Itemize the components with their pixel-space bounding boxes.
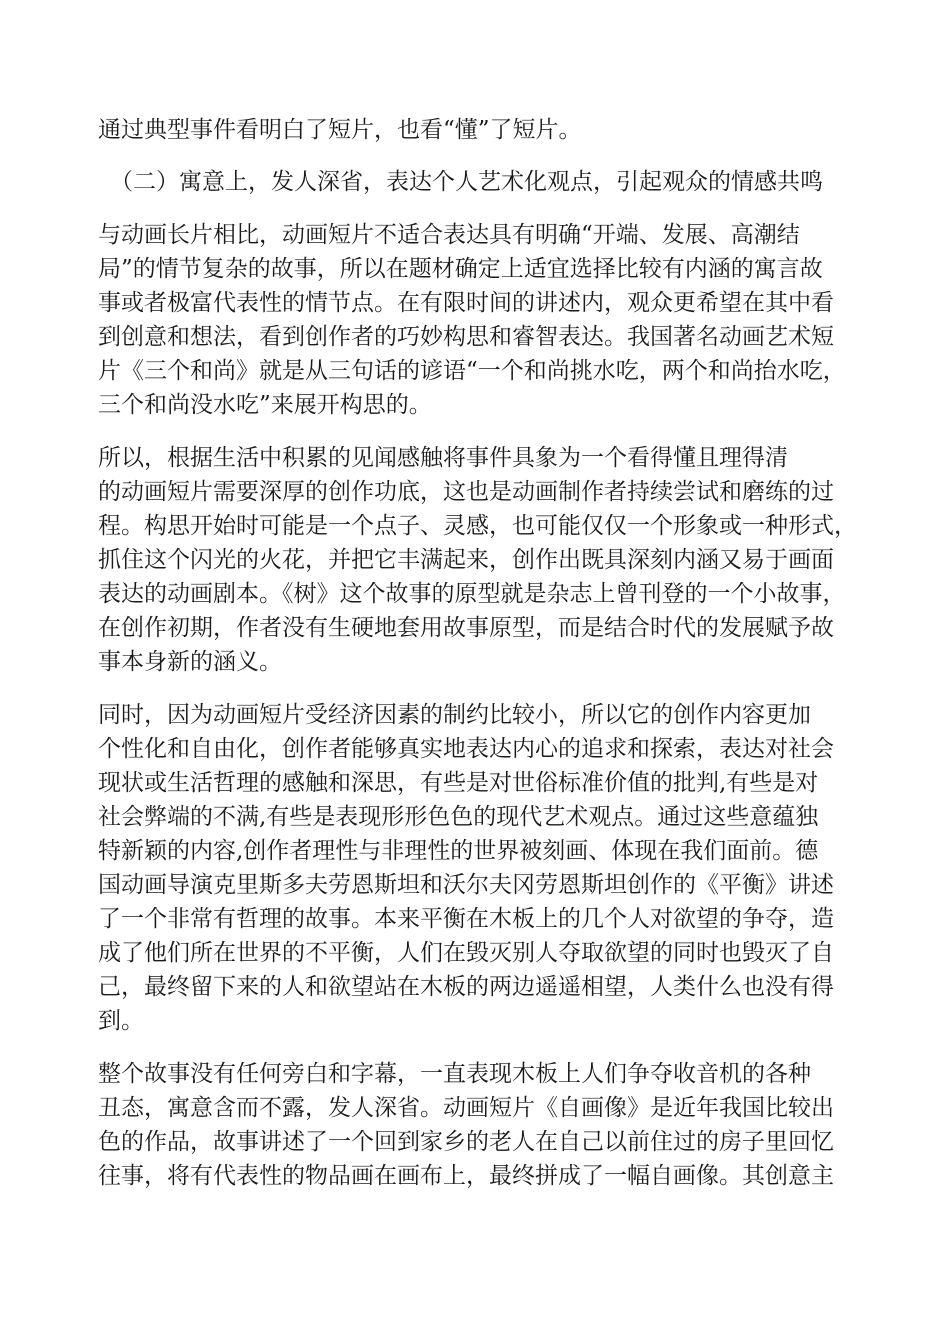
- text-line: 在创作初期，作者没有生硬地套用故事原型，而是结合时代的发展赋予故: [98, 615, 834, 641]
- text-line: 事本身新的涵义。: [98, 649, 282, 675]
- text-line: 色的作品，故事讲述了一个回到家乡的老人在自己以前住过的房子里回忆: [98, 1129, 834, 1155]
- text-line: 同时，因为动画短片受经济因素的制约比较小，所以它的创作内容更加: [98, 702, 811, 728]
- text-line: 所以，根据生活中积累的见闻感触将事件具象为一个看得懂且理得清: [98, 445, 788, 471]
- text-line: 整个故事没有任何旁白和字幕，一直表现木板上人们争夺收音机的各种: [98, 1061, 811, 1087]
- text-line: 到创意和想法，看到创作者的巧妙构思和睿智表达。我国著名动画艺术短: [98, 324, 834, 350]
- text-line: 三个和尚没水吃”来展开构思的。: [98, 392, 432, 418]
- text-line: 到。: [98, 1008, 144, 1034]
- text-line: 通过典型事件看明白了短片，也看“懂”了短片。: [98, 117, 582, 143]
- text-line: 成了他们所在世界的不平衡，人们在毁灭别人夺取欲望的同时也毁灭了自: [98, 940, 834, 966]
- text-line: 往事，将有代表性的物品画在画布上，最终拼成了一幅自画像。其创意主: [98, 1163, 834, 1189]
- section-heading: （二）寓意上，发人深省，表达个人艺术化观点，引起观众的情感共鸣: [110, 169, 823, 195]
- text-line: 社会弊端的不满,有些是表现形形色色的现代艺术观点。通过这些意蕴独: [98, 804, 819, 830]
- text-line: 片《三个和尚》就是从三句话的谚语“一个和尚挑水吃，两个和尚抬水吃，: [98, 358, 846, 384]
- text-line: 的动画短片需要深厚的创作功底，这也是动画制作者持续尝试和磨练的过: [98, 479, 834, 505]
- text-line: 局”的情节复杂的故事，所以在题材确定上适宜选择比较有内涵的寓言故: [98, 256, 823, 282]
- text-line: 国动画导演克里斯多夫劳恩斯坦和沃尔夫冈劳恩斯坦创作的《平衡》讲述: [98, 872, 834, 898]
- text-line: 表达的动画剧本。《树》这个故事的原型就是杂志上曾刊登的一个小故事，: [98, 581, 846, 607]
- text-line: 与动画长片相比，动画短片不适合表达具有明确“开端、发展、高潮结: [98, 222, 800, 248]
- text-line: 事或者极富代表性的情节点。在有限时间的讲述内，观众更希望在其中看: [98, 290, 834, 316]
- text-line: 丑态，寓意含而不露，发人深省。动画短片《自画像》是近年我国比较出: [98, 1095, 834, 1121]
- text-line: 了一个非常有哲理的故事。本来平衡在木板上的几个人对欲望的争夺，造: [98, 906, 834, 932]
- text-line: 己，最终留下来的人和欲望站在木板的两边遥遥相望，人类什么也没有得: [98, 974, 834, 1000]
- text-line: 程。构思开始时可能是一个点子、灵感，也可能仅仅一个形象或一种形式，: [98, 513, 857, 539]
- text-line: 现状或生活哲理的感触和深思，有些是对世俗标准价值的批判,有些是对: [98, 770, 819, 796]
- text-line: 特新颖的内容,创作者理性与非理性的世界被刻画、体现在我们面前。德: [98, 838, 819, 864]
- text-line: 个性化和自由化，创作者能够真实地表达内心的追求和探索，表达对社会: [98, 736, 834, 762]
- text-line: 抓住这个闪光的火花，并把它丰满起来，创作出既具深刻内涵又易于画面: [98, 547, 834, 573]
